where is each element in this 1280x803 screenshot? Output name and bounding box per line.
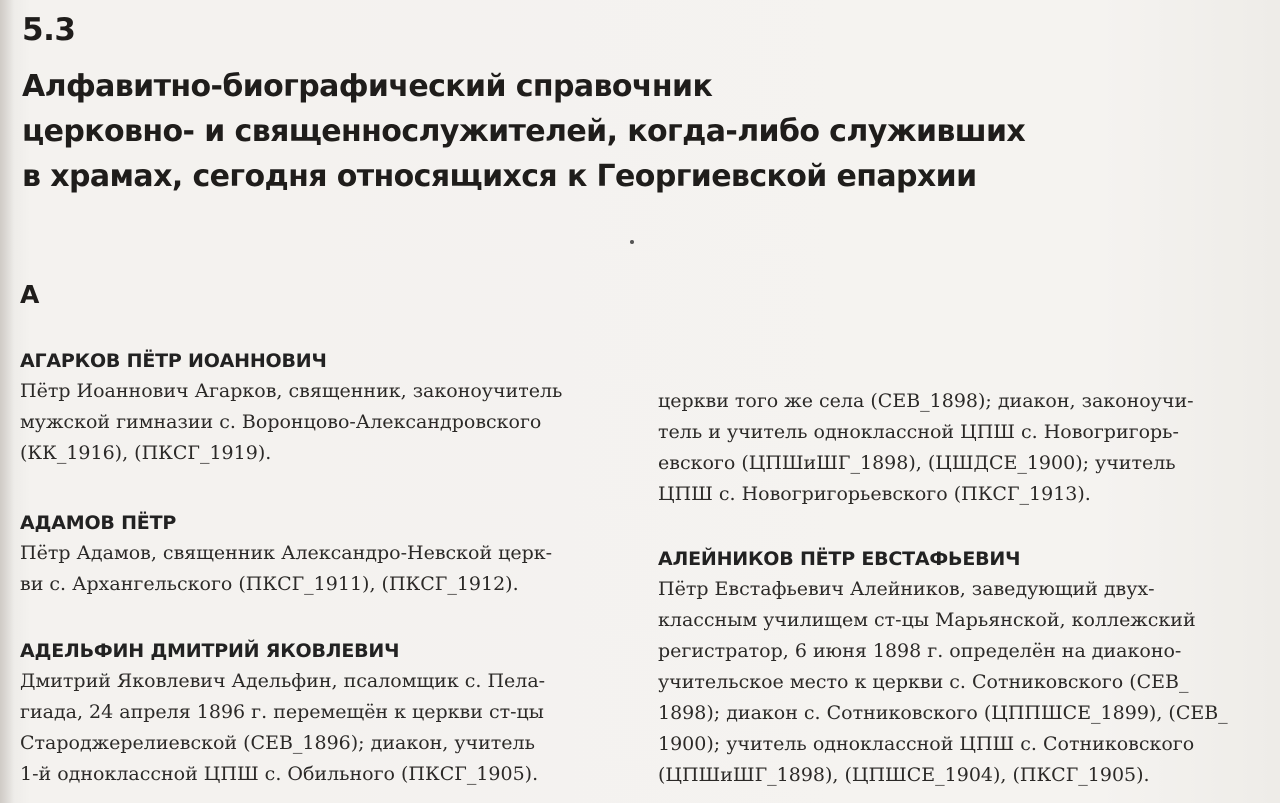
print-speck [630, 240, 634, 244]
page-title [22, 64, 1202, 199]
entry-line: 1898); диакон с. Сотниковского (ЦППШСЕ_1899), (СЕВ_ [658, 702, 1228, 724]
entry-line: регистратор, 6 июня 1898 г. определён на диаконо- [658, 640, 1182, 662]
entry-line: гиада, 24 апреля 1896 г. перемещён к церкви ст-цы [20, 701, 544, 723]
entry-line: Пётр Иоаннович Агарков, священник, законоучитель [20, 380, 563, 402]
title-line: в храмах, сегодня относящихся к Георгиевской епархии [22, 159, 977, 194]
entry-line: церкви того же села (СЕВ_1898); диакон, законоучи- [658, 390, 1194, 412]
entry-line: (ЦПШиШГ_1898), (ЦПШСЕ_1904), (ПКСГ_1905). [658, 764, 1150, 786]
entry-body [658, 386, 1258, 510]
entry-body [20, 538, 620, 600]
entry-line: Дмитрий Яковлевич Адельфин, псаломщик с. Пела- [20, 670, 546, 692]
entry-adamov [20, 512, 620, 600]
entry-line: ви с. Архангельского (ПКСГ_1911), (ПКСГ_1912). [20, 573, 519, 595]
alphabet-letter-heading: А [20, 280, 40, 309]
entry-line: тель и учитель одноклассной ЦПШ с. Новогригорь- [658, 421, 1179, 443]
entry-line: евского (ЦПШиШГ_1898), (ЦШДСЕ_1900); учитель [658, 452, 1176, 474]
entry-heading: АГАРКОВ ПЁТР ИОАННОВИЧ [20, 350, 327, 372]
entry-body [20, 376, 620, 469]
title-line: Алфавитно-биографический справочник [22, 69, 713, 104]
entry-heading: АДАМОВ ПЁТР [20, 512, 177, 534]
entry-heading: АЛЕЙНИКОВ ПЁТР ЕВСТАФЬЕВИЧ [658, 548, 1021, 570]
entry-line: 1-й одноклассной ЦПШ с. Обильного (ПКСГ_1905). [20, 763, 539, 785]
entry-body [658, 574, 1258, 791]
continued-entry-text [658, 386, 1258, 510]
entry-line: ЦПШ с. Новогригорьевского (ПКСГ_1913). [658, 483, 1091, 505]
section-number: 5.3 [22, 12, 76, 48]
entry-line: классным училищем ст-цы Марьянской, коллежский [658, 609, 1196, 631]
entry-line: (КК_1916), (ПКСГ_1919). [20, 442, 272, 464]
entry-line: 1900); учитель одноклассной ЦПШ с. Сотниковского [658, 733, 1195, 755]
entry-line: мужской гимназии с. Воронцово-Александровского [20, 411, 542, 433]
entry-adelfin [20, 640, 620, 790]
page-gutter-shadow [0, 0, 14, 803]
entry-line: учительское место к церкви с. Сотниковского (СЕВ_ [658, 671, 1189, 693]
entry-line: Пётр Евстафьевич Алейников, заведующий двух- [658, 578, 1155, 600]
entry-line: Староджерелиевской (СЕВ_1896); диакон, учитель [20, 732, 535, 754]
entry-body [20, 666, 620, 790]
entry-heading: АДЕЛЬФИН ДМИТРИЙ ЯКОВЛЕВИЧ [20, 640, 400, 662]
title-line: церковно- и священнослужителей, когда-либо служивших [22, 114, 1026, 149]
entry-agarkov [20, 350, 620, 469]
entry-aleinikov [658, 548, 1258, 791]
entry-line: Пётр Адамов, священник Александро-Невской церк- [20, 542, 553, 564]
